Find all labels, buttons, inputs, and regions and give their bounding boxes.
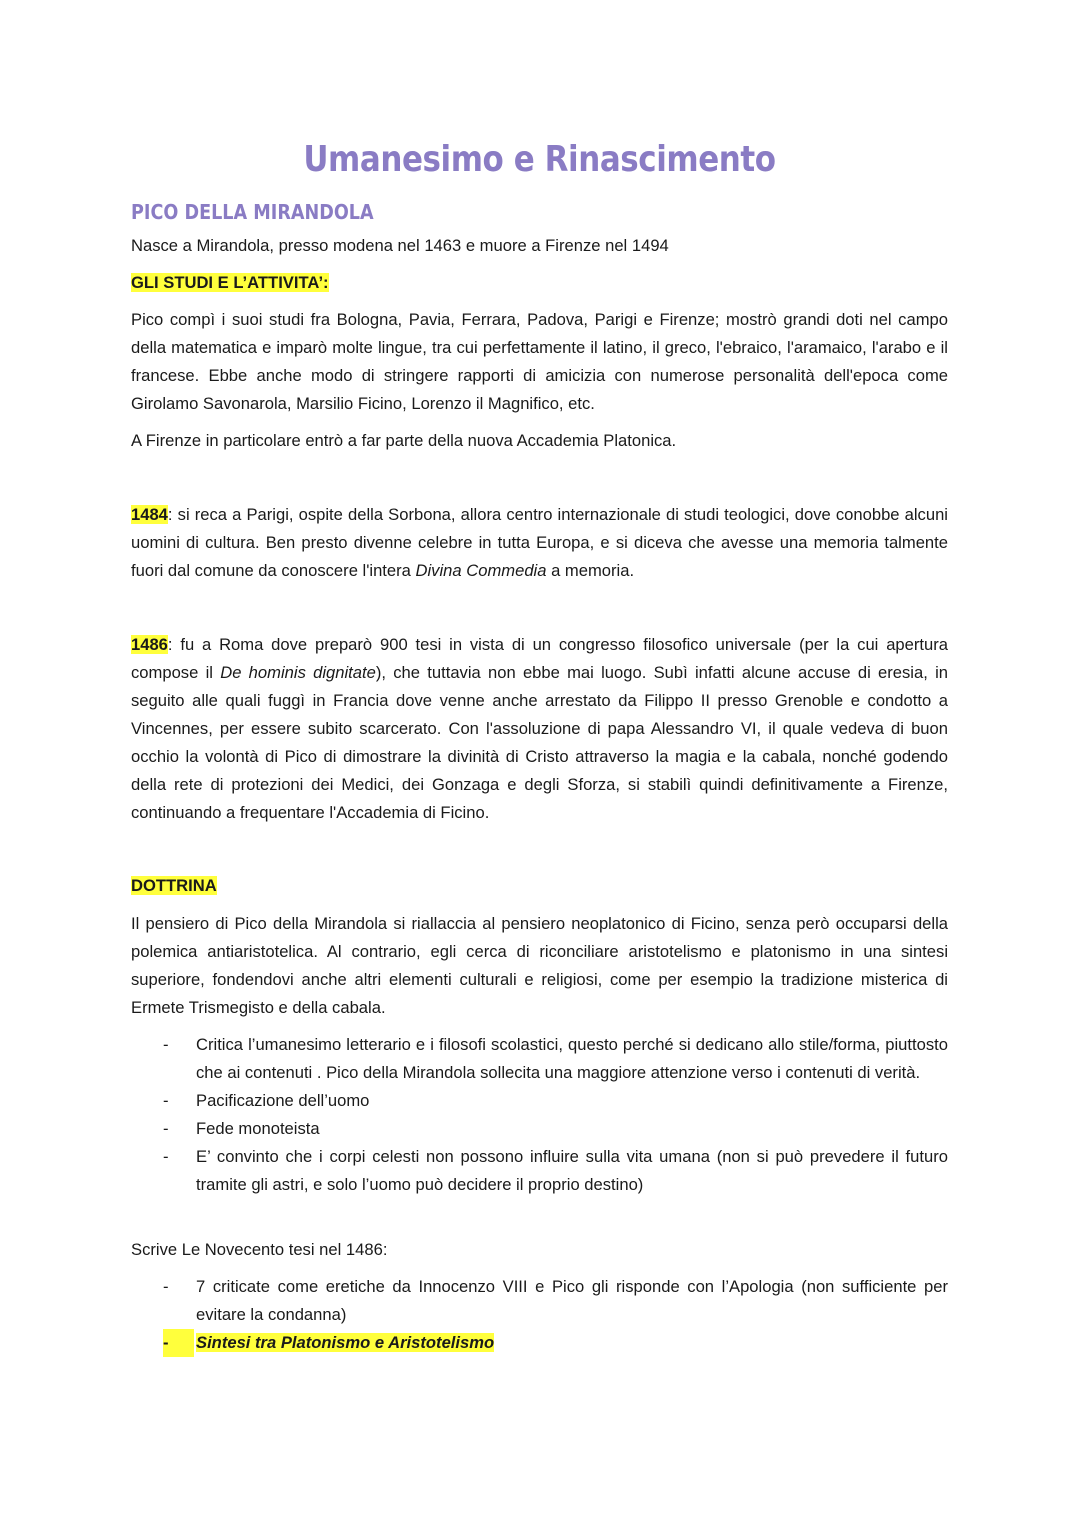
intro-line: Nasce a Mirandola, presso modena nel 1463 e muore a Firenze nel 1494 [131,236,669,255]
year-1486-label: 1486 [131,635,168,654]
page-title: Umanesimo e Rinascimento [303,139,776,180]
year-1486-text-end: ), che tuttavia non ebbe mai luogo. Subì infatti alcune accuse di eresia, in seguito alle quali fuggì in Francia dove venne anche arrestato da Filippo II presso Grenoble e condotto a Vincennes, per essere subito scarcerato. Con l'assoluzione di papa Alessandro VI, il quale vedeva di buon occhio la volontà di Pico di dimostrare la divinità di Cristo attraverso la magia e la cabala, nonché godendo della rete di protezioni dei Medici, dei Gonzaga e degli Sforza, si stabilì quindi definitivamente a Firenze, continuando a frequentare l'Accademia di Ficino. [131,663,948,822]
dottrina-paragraph: Il pensiero di Pico della Mirandola si riallaccia al pensiero neoplatonico di Ficino, senza però occuparsi della polemica antiaristotelica. Al contrario, egli cerca di riconciliare aristotelismo e platonismo in una sintesi superiore, fondendovi anche altri elementi culturali e religiosi, come per esempio la tradizione misterica di Ermete Trismegisto e della cabala. [131,914,948,1017]
divina-commedia-title: Divina Commedia [415,561,547,580]
novecento-intro: Scrive Le Novecento tesi nel 1486: [131,1240,388,1259]
studi-heading-line [131,269,948,297]
bullet-dash: - [163,1091,169,1110]
list-item: - E’ convinto che i corpi celesti non possono influire sulla vita umana (non si può prevedere il futuro tramite gli astri, e solo l’uomo può decidere il proprio destino) [131,1143,948,1199]
highlighted-list-item [131,1329,948,1357]
year-1484-text: : si reca a Parigi, ospite della Sorbona, allora centro internazionale di studi teologici, dove conobbe alcuni uomini di cultura. Ben presto divenne celebre in tutta Europa, e si diceva che avesse una memoria talmente fuori dal comune da conoscere l'intera [131,505,948,580]
year-1484-text-end: a memoria. [546,561,635,580]
year-1486-paragraph [131,631,948,827]
year-1484-label: 1484 [131,505,168,524]
year-1486-text: : fu a Roma dove preparò 900 tesi in vista di un congresso filosofico universale (per la cui apertura compose il [131,635,948,682]
bullet-dash: - [163,1329,194,1357]
bullet-dash: - [163,1035,169,1054]
section-subtitle: PICO DELLA MIRANDOLA [131,200,374,224]
studi-heading: GLI STUDI E L’ATTIVITA’: [131,273,329,292]
sintesi-highlight: Sintesi tra Platonismo e Aristotelismo [196,1333,495,1352]
bullet-dash: - [163,1119,169,1138]
list-item: - Critica l’umanesimo letterario e i filosofi scolastici, questo perché si dedicano allo stile/forma, piuttosto che ai contenuti . Pico della Mirandola sollecita una maggiore attenzione verso i contenuti di verità. [131,1031,948,1087]
novecento-list [131,1273,948,1357]
dottrina-list [131,1031,948,1199]
list-item: - Fede monoteista [131,1115,948,1143]
dottrina-heading-line [131,872,948,900]
year-1484-paragraph [131,501,948,585]
bullet-dash: - [163,1277,169,1296]
bullet-dash: - [163,1147,169,1166]
list-item: - 7 criticate come eretiche da Innocenzo VIII e Pico gli risponde con l’Apologia (non sufficiente per evitare la condanna) [131,1273,948,1329]
studi-paragraph: Pico compì i suoi studi fra Bologna, Pavia, Ferrara, Padova, Parigi e Firenze; mostrò grandi doti nel campo della matematica e imparò molte lingue, tra cui perfettamente il latino, il greco, l'ebraico, l'aramaico, l'arabo e il francese. Ebbe anche modo di stringere rapporti di amicizia con numerose personalità dell'epoca come Girolamo Savonarola, Marsilio Ficino, Lorenzo il Magnifico, etc. [131,310,948,413]
de-hominis-title: De hominis dignitate [220,663,376,682]
list-item: - Pacificazione dell’uomo [131,1087,948,1115]
firenze-line: A Firenze in particolare entrò a far parte della nuova Accademia Platonica. [131,431,677,450]
dottrina-heading: DOTTRINA [131,876,217,895]
